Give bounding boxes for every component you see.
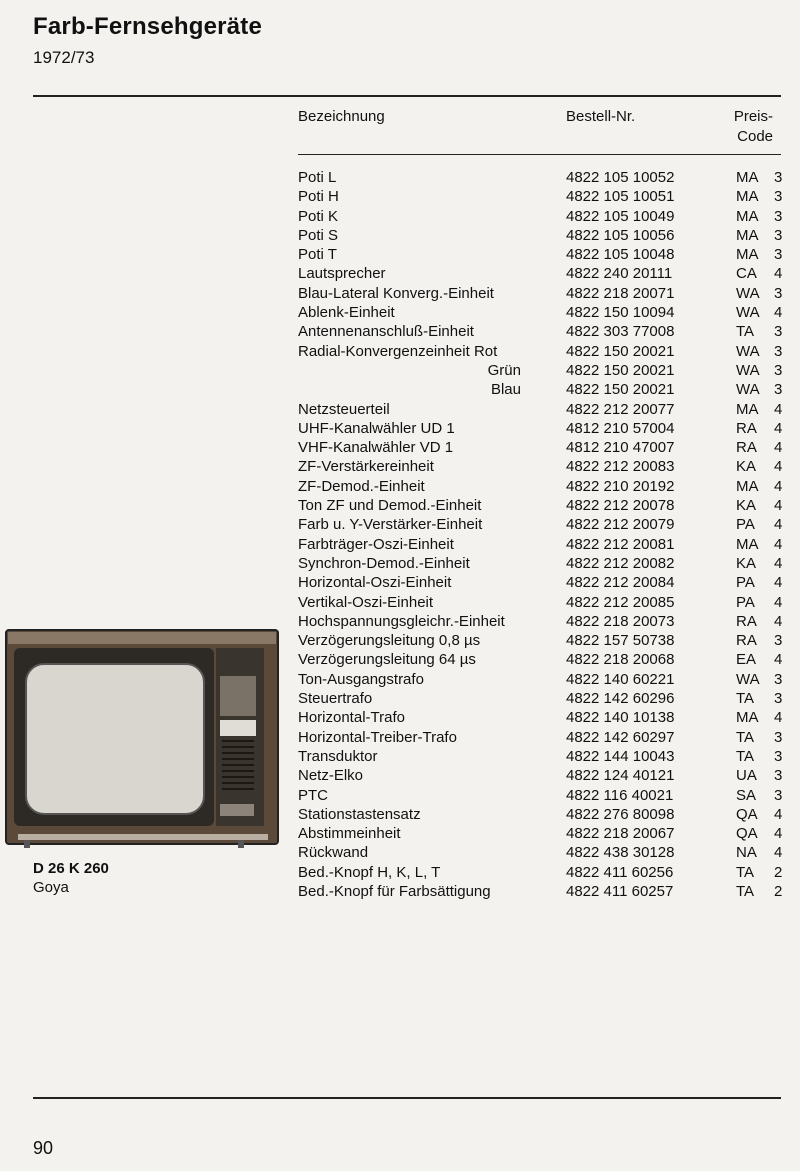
- product-brand: Goya: [33, 879, 69, 896]
- part-name: Stationstastensatz: [298, 805, 421, 823]
- order-number: 4822 105 10056: [566, 226, 675, 244]
- table-row: [298, 496, 788, 515]
- price-code: TA: [736, 323, 755, 341]
- table-row: [298, 786, 788, 805]
- price-code-value: 3: [774, 188, 783, 206]
- price-code-value: 4: [774, 535, 783, 553]
- order-number: 4822 142 60297: [566, 728, 675, 746]
- part-name: Poti T: [298, 246, 337, 264]
- price-code-value: 3: [774, 169, 783, 186]
- part-name: Blau-Lateral Konverg.-Einheit: [298, 284, 494, 302]
- price-code: TA: [736, 863, 755, 881]
- table-row: [298, 882, 788, 901]
- part-name: Ton-Ausgangstrafo: [298, 670, 424, 688]
- part-name: Synchron-Demod.-Einheit: [298, 554, 470, 572]
- price-code-value: 3: [774, 226, 783, 244]
- part-name: Abstimmeinheit: [298, 825, 401, 843]
- price-code-value: 4: [774, 651, 783, 669]
- price-code-value: 4: [774, 574, 783, 592]
- price-code: PA: [736, 574, 755, 592]
- table-row: [298, 670, 788, 689]
- part-name: Poti S: [298, 226, 339, 244]
- order-number: 4822 105 10052: [566, 169, 675, 186]
- price-code: MA: [736, 169, 759, 186]
- table-row: [298, 631, 788, 650]
- part-name: Netz-Elko: [298, 767, 364, 785]
- price-code: RA: [736, 632, 757, 650]
- order-number: 4822 212 20082: [566, 554, 675, 572]
- table-row: [298, 380, 788, 399]
- part-name: ZF-Demod.-Einheit: [298, 477, 425, 495]
- part-name: Horizontal-Treiber-Trafo: [298, 728, 457, 746]
- order-number: 4812 210 47007: [566, 439, 675, 457]
- part-name: Hochspannungsgleichr.-Einheit: [298, 612, 505, 630]
- part-name: Horizontal-Trafo: [298, 709, 405, 727]
- price-code: MA: [736, 207, 759, 225]
- price-code-value: 4: [774, 516, 783, 534]
- price-code-value: 3: [774, 284, 783, 302]
- price-code-value: 4: [774, 554, 783, 572]
- price-code: QA: [736, 805, 758, 823]
- price-code: WA: [736, 284, 760, 302]
- price-code-value: 4: [774, 400, 783, 418]
- order-number: 4822 212 20084: [566, 574, 675, 592]
- part-name: Vertikal-Oszi-Einheit: [298, 593, 434, 611]
- price-code: TA: [736, 728, 755, 746]
- table-row: [298, 419, 788, 438]
- price-code-value: 4: [774, 709, 783, 727]
- part-name: Verzögerungsleitung 64 µs: [298, 651, 476, 669]
- price-code-value: 4: [774, 844, 783, 862]
- price-code-value: 4: [774, 612, 783, 630]
- header-rule: [298, 154, 781, 155]
- part-name: Poti L: [298, 169, 337, 186]
- order-number: 4822 218 20071: [566, 284, 675, 302]
- order-number: 4822 411 60256: [566, 863, 674, 881]
- price-code: KA: [736, 497, 757, 515]
- price-code: WA: [736, 381, 760, 399]
- price-code-value: 3: [774, 342, 783, 360]
- order-number: 4822 212 20083: [566, 458, 675, 476]
- price-code-value: 4: [774, 805, 783, 823]
- table-row: [298, 593, 788, 612]
- table-row: [298, 207, 788, 226]
- part-name: Bed.-Knopf für Farbsättigung: [298, 882, 491, 900]
- price-code-value: 4: [774, 265, 783, 283]
- price-code: WA: [736, 361, 760, 379]
- part-name: Farbträger-Oszi-Einheit: [298, 535, 454, 553]
- order-number: 4822 150 10094: [566, 304, 675, 322]
- table-row: [298, 747, 788, 766]
- price-code-value: 4: [774, 477, 783, 495]
- table-row: [298, 303, 788, 322]
- order-number: 4822 212 20085: [566, 593, 675, 611]
- price-code-value: 3: [774, 632, 783, 650]
- table-row: [298, 361, 788, 380]
- price-code: QA: [736, 825, 758, 843]
- order-number: 4822 276 80098: [566, 805, 675, 823]
- table-row: [298, 226, 788, 245]
- preis-code-line2: Code: [737, 128, 773, 145]
- price-code-value: 3: [774, 690, 783, 708]
- column-header-preis-code: [700, 107, 773, 147]
- table-row: [298, 573, 788, 592]
- part-name: Antennenanschluß-Einheit: [298, 323, 474, 341]
- order-number: 4822 150 20021: [566, 361, 675, 379]
- part-name: Rückwand: [298, 844, 369, 862]
- parts-list: [298, 168, 788, 901]
- price-code: NA: [736, 844, 757, 862]
- price-code-value: 3: [774, 361, 783, 379]
- price-code-value: 4: [774, 304, 783, 322]
- price-code-value: 4: [774, 593, 783, 611]
- part-name: Bed.-Knopf H, K, L, T: [298, 863, 441, 881]
- table-row: [298, 728, 788, 747]
- price-code-value: 4: [774, 497, 783, 515]
- price-code: MA: [736, 188, 759, 206]
- price-code-value: 3: [774, 767, 783, 785]
- table-row: [298, 284, 788, 303]
- part-name: ZF-Verstärkereinheit: [298, 458, 434, 476]
- order-number: 4822 150 20021: [566, 342, 675, 360]
- column-header-bezeichnung: Bezeichnung: [298, 108, 385, 125]
- part-name: Ton ZF und Demod.-Einheit: [298, 497, 482, 515]
- order-number: 4822 140 10138: [566, 709, 675, 727]
- order-number: 4822 210 20192: [566, 477, 675, 495]
- table-row: [298, 766, 788, 785]
- price-code: MA: [736, 477, 759, 495]
- order-number: 4822 411 60257: [566, 882, 674, 900]
- table-row: [298, 650, 788, 669]
- part-name: Verzögerungsleitung 0,8 µs: [298, 632, 481, 650]
- page-number: 90: [33, 1138, 54, 1158]
- top-rule: [33, 95, 781, 97]
- price-code-value: 4: [774, 419, 783, 437]
- preis-code-line1: Preis-: [733, 108, 773, 125]
- price-code: RA: [736, 612, 757, 630]
- table-row: [298, 824, 788, 843]
- part-name: PTC: [298, 786, 328, 804]
- table-row: [298, 477, 788, 496]
- price-code-value: 3: [774, 323, 783, 341]
- table-row: [298, 708, 788, 727]
- part-name: Transduktor: [298, 747, 378, 765]
- table-row: [298, 342, 788, 361]
- order-number: 4822 212 20077: [566, 400, 675, 418]
- part-name: Horizontal-Oszi-Einheit: [298, 574, 452, 592]
- order-number: 4822 218 20068: [566, 651, 675, 669]
- part-name: Poti H: [298, 188, 339, 206]
- table-row: [298, 612, 788, 631]
- price-code-value: 4: [774, 439, 783, 457]
- order-number: 4822 157 50738: [566, 632, 675, 650]
- price-code: WA: [736, 304, 760, 322]
- order-number: 4822 212 20081: [566, 535, 675, 553]
- price-code-value: 2: [774, 863, 783, 881]
- price-code: SA: [736, 786, 757, 804]
- order-number: 4822 438 30128: [566, 844, 675, 862]
- table-row: [298, 438, 788, 457]
- column-header-bestell-nr: Bestell-Nr.: [566, 108, 636, 125]
- table-row: [298, 322, 788, 341]
- table-row: [298, 805, 788, 824]
- table-row: [298, 245, 788, 264]
- price-code: RA: [736, 419, 757, 437]
- order-number: 4822 105 10048: [566, 246, 675, 264]
- price-code-value: 3: [774, 207, 783, 225]
- price-code-value: 3: [774, 670, 783, 688]
- order-number: 4822 150 20021: [566, 381, 675, 399]
- price-code: MA: [736, 709, 759, 727]
- part-name: Farb u. Y-Verstärker-Einheit: [298, 516, 483, 534]
- price-code: PA: [736, 516, 755, 534]
- price-code-value: 2: [774, 882, 783, 900]
- table-row: [298, 863, 788, 882]
- price-code-value: 3: [774, 381, 783, 399]
- part-name: Poti K: [298, 207, 339, 225]
- price-code: EA: [736, 651, 757, 669]
- price-code: UA: [736, 767, 757, 785]
- table-row: [298, 554, 788, 573]
- order-number: 4822 212 20078: [566, 497, 675, 515]
- tv-set-image: [4, 628, 280, 850]
- order-number: 4822 144 10043: [566, 747, 675, 765]
- table-row: [298, 168, 788, 187]
- table-row: [298, 457, 788, 476]
- table-row: [298, 843, 788, 862]
- page-subtitle: 1972/73: [33, 48, 95, 67]
- price-code: PA: [736, 593, 755, 611]
- table-row: [298, 689, 788, 708]
- table-row: [298, 187, 788, 206]
- price-code: TA: [736, 690, 755, 708]
- order-number: 4822 142 60296: [566, 690, 675, 708]
- part-name: VHF-Kanalwähler VD 1: [298, 439, 454, 457]
- price-code: WA: [736, 342, 760, 360]
- order-number: 4822 303 77008: [566, 323, 675, 341]
- table-row: [298, 515, 788, 534]
- part-name: Ablenk-Einheit: [298, 304, 395, 322]
- part-name: Grün: [487, 361, 521, 379]
- table-row: [298, 535, 788, 554]
- bottom-rule: [33, 1097, 781, 1099]
- order-number: 4822 218 20067: [566, 825, 675, 843]
- price-code: MA: [736, 226, 759, 244]
- part-name: Steuertrafo: [298, 690, 373, 708]
- table-row: [298, 264, 788, 283]
- order-number: 4822 218 20073: [566, 612, 675, 630]
- price-code: KA: [736, 458, 757, 476]
- part-name: Blau: [490, 381, 521, 399]
- price-code: MA: [736, 246, 759, 264]
- part-name: Radial-Konvergenzeinheit Rot: [298, 342, 498, 360]
- part-name: UHF-Kanalwähler UD 1: [298, 419, 455, 437]
- price-code: RA: [736, 439, 757, 457]
- order-number: 4812 210 57004: [566, 419, 675, 437]
- order-number: 4822 105 10051: [566, 188, 675, 206]
- part-name: Netzsteuerteil: [298, 400, 390, 418]
- product-model: D 26 K 260: [33, 860, 109, 877]
- price-code: CA: [736, 265, 757, 283]
- order-number: 4822 240 20111: [566, 265, 673, 283]
- price-code: MA: [736, 400, 759, 418]
- price-code: KA: [736, 554, 757, 572]
- part-name: Lautsprecher: [298, 265, 386, 283]
- order-number: 4822 212 20079: [566, 516, 675, 534]
- price-code-value: 3: [774, 747, 783, 765]
- order-number: 4822 105 10049: [566, 207, 675, 225]
- order-number: 4822 140 60221: [566, 670, 675, 688]
- price-code-value: 3: [774, 786, 783, 804]
- order-number: 4822 124 40121: [566, 767, 675, 785]
- price-code-value: 4: [774, 825, 783, 843]
- page-title: Farb-Fernsehgeräte: [33, 13, 262, 40]
- table-row: [298, 400, 788, 419]
- price-code: TA: [736, 882, 755, 900]
- price-code-value: 3: [774, 246, 783, 264]
- price-code-value: 4: [774, 458, 783, 476]
- order-number: 4822 116 40021: [566, 786, 674, 804]
- price-code: WA: [736, 670, 760, 688]
- price-code-value: 3: [774, 728, 783, 746]
- price-code: MA: [736, 535, 759, 553]
- price-code: TA: [736, 747, 755, 765]
